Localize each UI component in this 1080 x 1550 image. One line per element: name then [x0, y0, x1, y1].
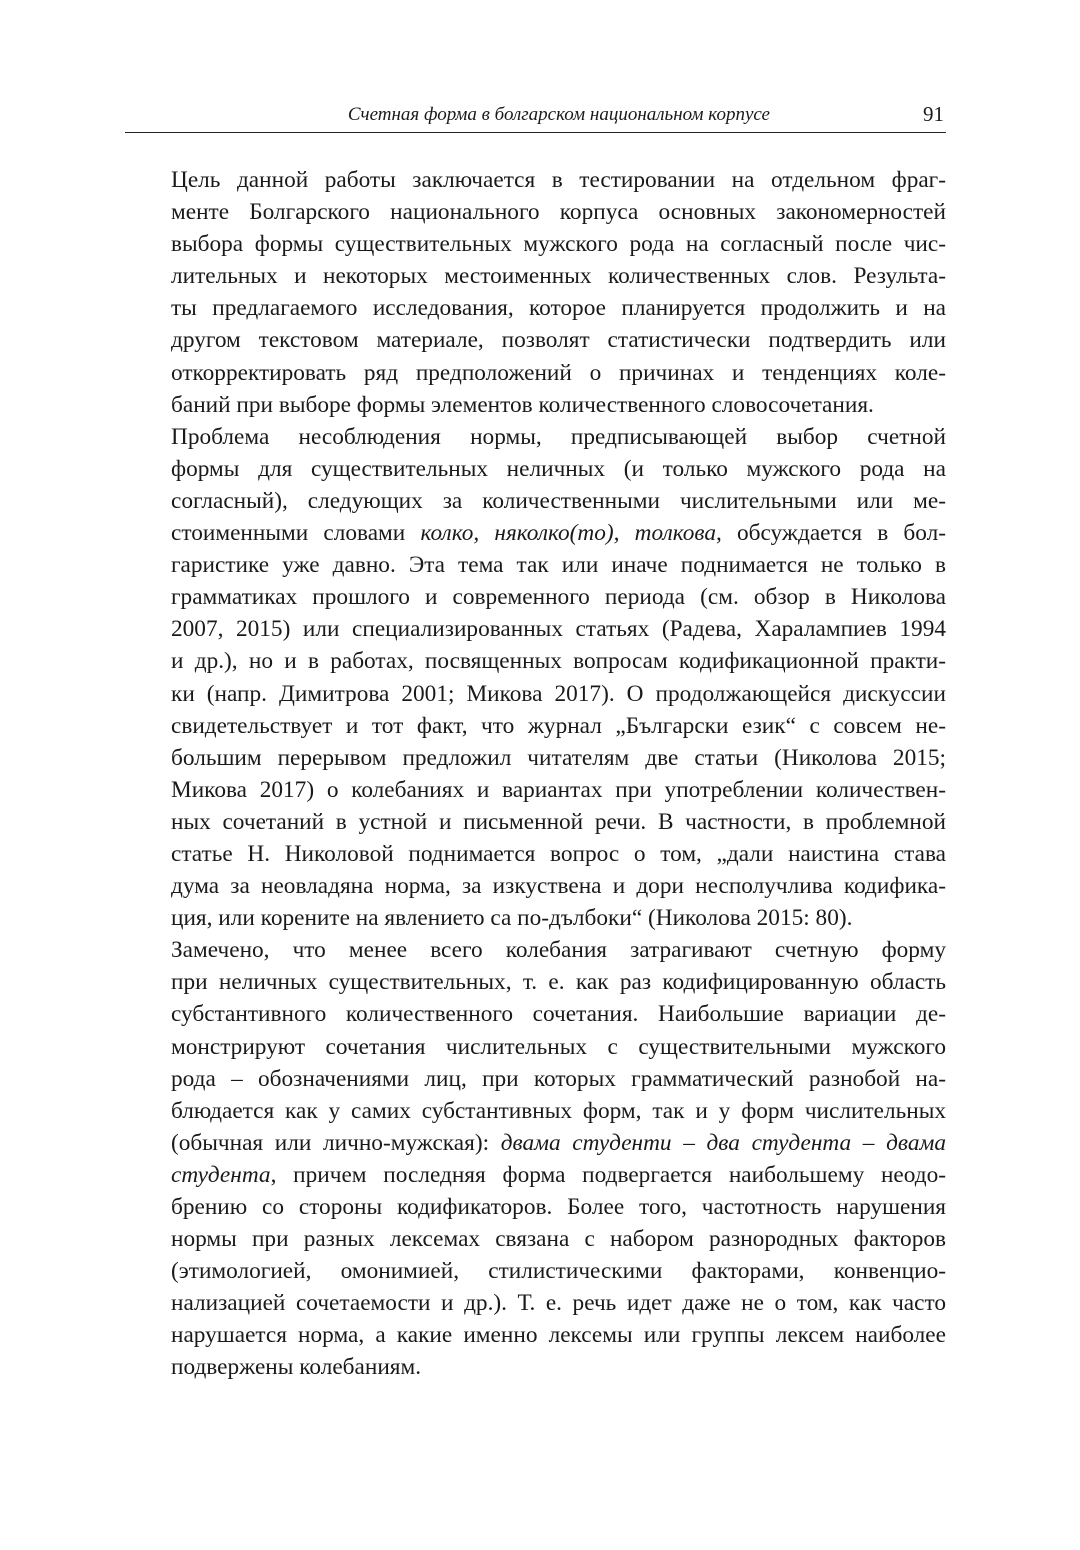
- text-line: [125, 549, 946, 581]
- italic-example: студента: [171, 1161, 271, 1188]
- text-run: (этимологией, омонимией, стилистическими факторами, конвенцио-: [171, 1258, 946, 1285]
- text-line: [125, 806, 946, 838]
- text-line: [125, 1127, 946, 1159]
- text-line: [125, 1159, 946, 1191]
- text-line: [125, 1031, 946, 1063]
- text-run: и др.), но и в работах, посвященных вопросам кодификационной практи-: [171, 648, 946, 675]
- text-line: [125, 1319, 946, 1351]
- text-run: ты предлагаемого исследования, которое планируется продолжить и на: [171, 295, 946, 322]
- text-run: нормы при разных лексемах связана с набором разнородных факторов: [171, 1226, 946, 1253]
- text-run: статье Н. Николовой поднимается вопрос о том, „дали наистина става: [171, 840, 946, 867]
- text-run: ных сочетаний в устной и письменной речи. В частности, в проблемной: [171, 808, 946, 835]
- text-line: [125, 645, 946, 677]
- paragraph: [125, 421, 946, 935]
- text-run: субстантивного количественного сочетания. Наибольшие вариации де-: [171, 1001, 946, 1028]
- text-run: грамматиках прошлого и современного периода (см. обзор в Николова: [171, 584, 946, 611]
- text-line: [125, 1223, 946, 1255]
- text-run: большим перерывом предложил читателям две статьи (Николова 2015;: [171, 744, 946, 771]
- text-run: (обычная или лично-мужская):: [171, 1129, 501, 1156]
- text-run: нализацией сочетаемости и др.). Т. е. речь идет даже не о том, как часто: [171, 1290, 946, 1317]
- page-number: 91: [923, 102, 944, 126]
- text-run: нарушается норма, а какие именно лексемы или группы лексем наиболее: [171, 1322, 946, 1349]
- text-line: [125, 1191, 946, 1223]
- text-run: Цель данной работы заключается в тестировании на отдельном фраг-: [171, 167, 946, 193]
- text-line: [125, 870, 946, 902]
- text-line: [125, 260, 946, 292]
- text-run: монстрируют сочетания числительных с существительными мужского: [171, 1033, 946, 1060]
- text-line: [125, 164, 946, 196]
- text-run: лительных и некоторых местоименных количественных слов. Результа-: [171, 263, 946, 290]
- text-run: блюдается как у самих субстантивных форм, так и у форм числительных: [171, 1097, 946, 1124]
- text-line: [125, 485, 946, 517]
- text-line: [125, 774, 946, 806]
- text-line: [125, 1063, 946, 1095]
- text-run: выбора формы существительных мужского рода на согласный после чис-: [171, 231, 946, 258]
- text-line: [125, 453, 946, 485]
- text-line: [125, 966, 946, 998]
- italic-example: колко, няколко(то), толкова: [420, 520, 716, 547]
- text-run: Микова 2017) о колебаниях и вариантах при употреблении количествен-: [171, 776, 946, 803]
- text-run: ция, или корените на явлението са по-дълбоки“ (Николова 2015: 80).: [171, 905, 853, 932]
- text-run: , причем последняя форма подвергается наибольшему неодо-: [270, 1161, 946, 1188]
- text-line: [125, 710, 946, 742]
- text-line: [125, 324, 946, 356]
- text-run: брению со стороны кодификаторов. Более того, частотность нарушения: [171, 1194, 946, 1220]
- text-line: [125, 838, 946, 870]
- text-run: дума за неовладяна норма, за изкуствена и дори несполучлива кодифика-: [171, 873, 946, 900]
- text-line: [125, 902, 946, 934]
- italic-example: двама студенти – два студента – двама: [500, 1129, 946, 1156]
- text-line: [125, 742, 946, 774]
- text-run: менте Болгарского национального корпуса основных закономерностей: [171, 199, 946, 226]
- text-run: подвержены колебаниям.: [171, 1354, 422, 1381]
- text-line: [125, 581, 946, 613]
- text-line: [125, 934, 946, 966]
- text-run: гаристике уже давно. Эта тема так или иначе поднимается не только в: [171, 552, 946, 579]
- text-line: [125, 1287, 946, 1319]
- text-run: формы для существительных неличных (и только мужского рода на: [171, 455, 946, 482]
- text-line: [125, 517, 946, 549]
- text-run: согласный), следующих за количественными числительными или ме-: [171, 487, 946, 514]
- text-line: [125, 228, 946, 260]
- text-run: откорректировать ряд предположений о причинах и тенденциях коле-: [171, 359, 946, 386]
- text-run: , обсуждается в бол-: [716, 520, 947, 547]
- text-run: 2007, 2015) или специализированных статьях (Радева, Харалампиев 1994: [171, 616, 946, 643]
- text-line: [125, 613, 946, 645]
- text-run: рода – обозначениями лиц, при которых грамматический разнобой на-: [171, 1065, 946, 1092]
- text-run: Замечено, что менее всего колебания затрагивают счетную форму: [171, 937, 946, 964]
- body-text: [125, 164, 946, 1384]
- paragraph: [125, 934, 946, 1383]
- text-run: баний при выборе формы элементов количественного словосочетания.: [171, 391, 874, 418]
- text-line: [125, 998, 946, 1030]
- text-run: Проблема несоблюдения нормы, предписывающей выбор счетной: [171, 423, 946, 450]
- text-run: стоименными словами: [171, 520, 421, 547]
- text-line: [125, 1095, 946, 1127]
- paragraph: [125, 164, 946, 421]
- text-run: при неличных существительных, т. е. как раз кодифицированную область: [171, 969, 946, 996]
- text-line: [125, 196, 946, 228]
- text-line: [125, 292, 946, 324]
- text-line: [125, 1351, 946, 1383]
- text-run: другом текстовом материале, позволят статистически подтвердить или: [171, 327, 946, 354]
- running-header: [125, 102, 946, 133]
- text-line: [125, 1255, 946, 1287]
- text-line: [125, 389, 946, 421]
- text-line: [125, 421, 946, 453]
- running-title: Счетная форма в болгарском национальном корпусе: [347, 104, 770, 125]
- text-line: [125, 678, 946, 710]
- text-run: свидетельствует и тот факт, что журнал „Български език“ с совсем не-: [171, 712, 946, 739]
- text-line: [125, 357, 946, 389]
- text-run: ки (напр. Димитрова 2001; Микова 2017). О продолжающейся дискуссии: [171, 680, 946, 707]
